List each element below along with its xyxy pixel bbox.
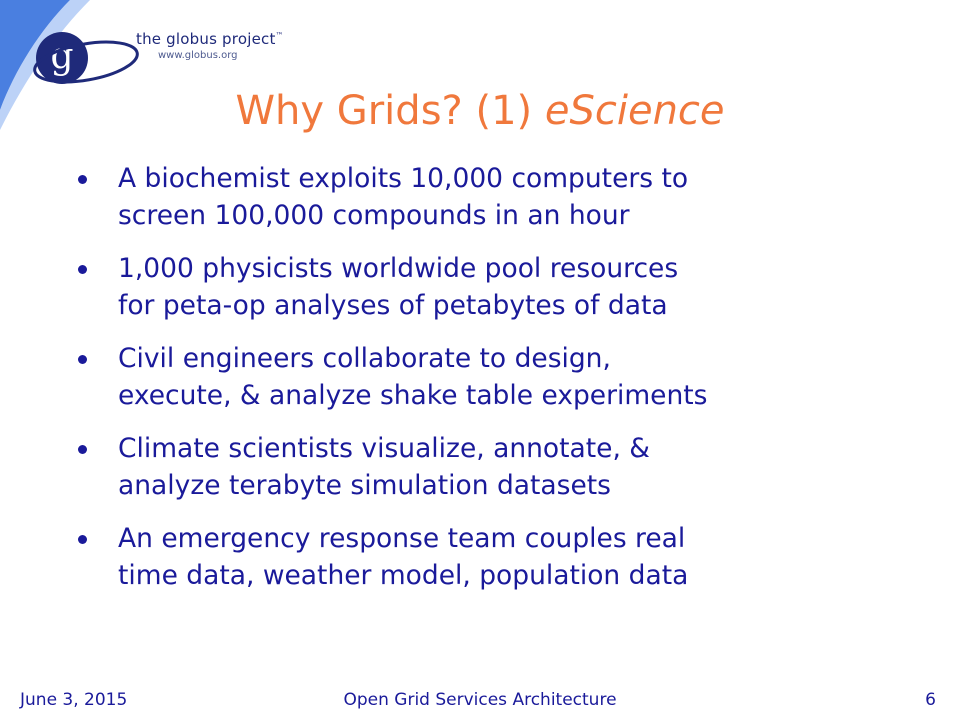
bullet-line-1: A biochemist exploits 10,000 computers to bbox=[118, 163, 689, 194]
bullet-dot-icon bbox=[78, 265, 87, 274]
bullet-dot-icon bbox=[78, 535, 87, 544]
bullet-dot-icon bbox=[78, 175, 87, 184]
bullet-line-1: An emergency response team couples real bbox=[118, 523, 686, 554]
bullet-list bbox=[70, 160, 930, 610]
bullet-line-2: for peta-op analyses of petabytes of data bbox=[118, 290, 668, 321]
logo-name-text: the globus project bbox=[136, 30, 276, 48]
bullet-item bbox=[70, 250, 930, 324]
bullet-item bbox=[70, 520, 930, 594]
slide-title-emphasis: eScience bbox=[544, 88, 725, 134]
logo-name bbox=[136, 30, 284, 48]
slide-title-main: Why Grids? (1) bbox=[235, 88, 545, 134]
logo-url: www.globus.org bbox=[158, 50, 238, 61]
bullet-line-2: screen 100,000 compounds in an hour bbox=[118, 200, 630, 231]
logo-letter: g bbox=[50, 36, 74, 77]
slide-title bbox=[0, 88, 960, 134]
bullet-line-1: Climate scientists visualize, annotate, & bbox=[118, 433, 650, 464]
bullet-line-1: Civil engineers collaborate to design, bbox=[118, 343, 611, 374]
bullet-line-1: 1,000 physicists worldwide pool resources bbox=[118, 253, 679, 284]
page-number: 6 bbox=[925, 690, 936, 710]
bullet-item bbox=[70, 160, 930, 234]
bullet-dot-icon bbox=[78, 445, 87, 454]
bullet-dot-icon bbox=[78, 355, 87, 364]
footer-date: June 3, 2015 bbox=[20, 690, 128, 710]
bullet-line-2: analyze terabyte simulation datasets bbox=[118, 470, 611, 501]
bullet-item bbox=[70, 430, 930, 504]
bullet-item bbox=[70, 340, 930, 414]
footer-title: Open Grid Services Architecture bbox=[343, 690, 617, 710]
bullet-line-2: time data, weather model, population data bbox=[118, 560, 689, 591]
bullet-line-2: execute, & analyze shake table experiments bbox=[118, 380, 708, 411]
logo-trademark: ™ bbox=[275, 31, 284, 40]
